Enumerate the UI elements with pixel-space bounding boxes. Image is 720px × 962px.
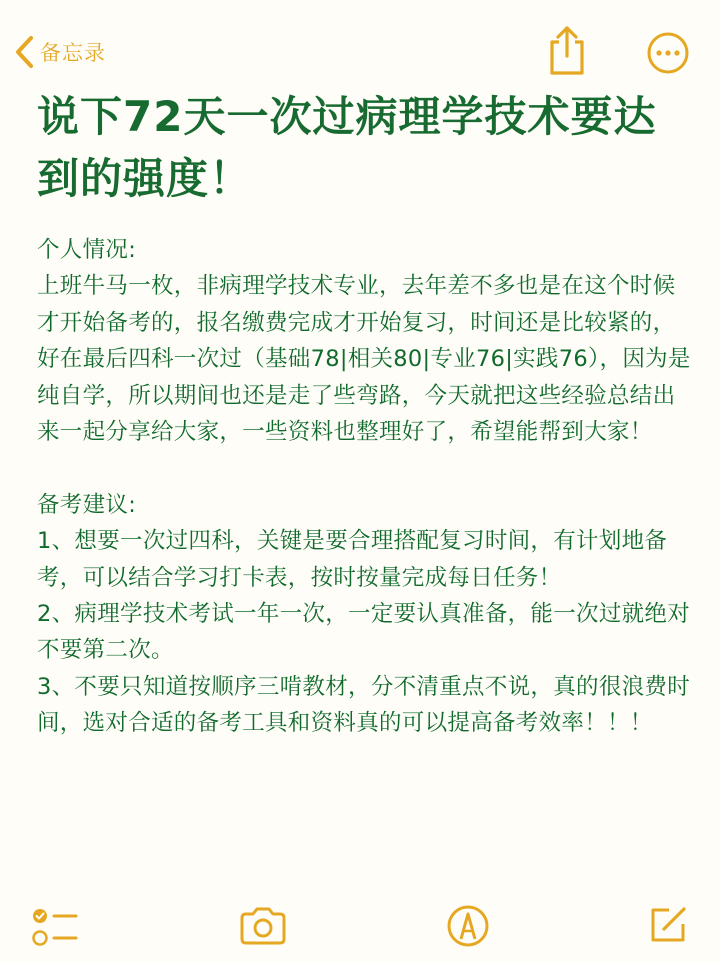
note-title[interactable]: 说下72天一次过病理学技术要达到的强度！ (37, 92, 657, 203)
markup-button[interactable] (446, 904, 490, 948)
back-label: 备忘录 (40, 41, 106, 65)
bottom-toolbar (0, 890, 720, 962)
share-icon (546, 61, 588, 80)
more-icon (646, 60, 690, 79)
blank-line (37, 450, 697, 486)
markup-icon (446, 933, 490, 952)
back-button[interactable] (14, 30, 106, 74)
camera-button[interactable] (238, 906, 288, 946)
note-paragraph: 3、不要只知道按顺序三啃教材，分不清重点不说，真的很浪费时间，选对合适的备考工具和资料真的可以提高备考效率！！！ (37, 673, 691, 737)
checklist-icon (30, 933, 80, 952)
note-paragraph: 1、想要一次过四科，关键是要合理搭配复习时间，有计划地备考，可以结合学习打卡表，按时按量完成每日任务！ (37, 528, 668, 591)
more-button[interactable] (646, 31, 690, 75)
chevron-left-icon (14, 35, 36, 69)
camera-icon (238, 931, 288, 950)
compose-button[interactable] (647, 904, 689, 946)
navigation-bar (0, 0, 720, 100)
checklist-button[interactable] (30, 906, 80, 948)
note-paragraph: 上班牛马一枚，非病理学技术专业，去年差不多也是在这个时候才开始备考的，报名缴费完成才开始复习，时间还是比较紧的，好在最后四科一次过（基础78|相关80|专业76|实践76），因为是纯自学，所以期间也还是走了些弯路，今天就把这些经验总结出来一起分享给大家，一些资料也整理好了，希望能帮到大家！ (37, 273, 691, 446)
note-paragraph: 个人情况: (37, 237, 137, 263)
share-button[interactable] (546, 24, 588, 76)
compose-icon (647, 931, 689, 950)
note-paragraph: 备考建议: (37, 491, 137, 518)
note-paragraph: 2、病理学技术考试一年一次，一定要认真准备，能一次过就绝对不要第二次。 (37, 601, 691, 664)
note-body[interactable] (37, 232, 697, 742)
